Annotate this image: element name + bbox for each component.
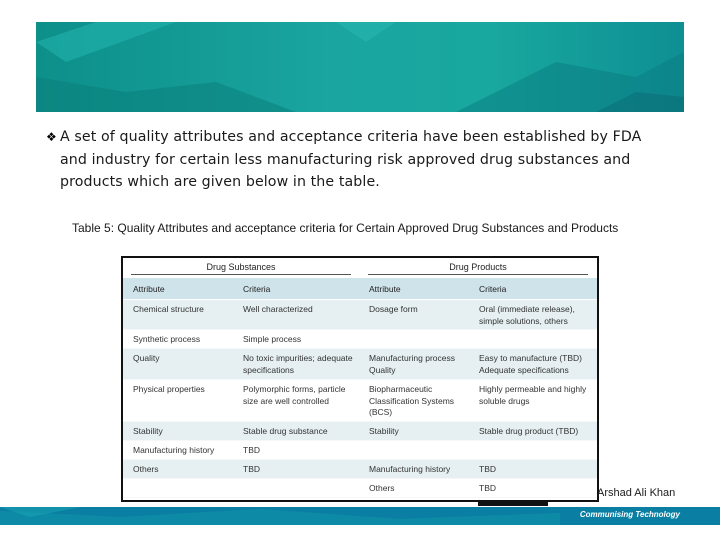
table-cell: TBD xyxy=(233,460,359,479)
table-cell: Stable drug product (TBD) xyxy=(469,422,597,441)
table-row xyxy=(123,330,597,349)
header-banner xyxy=(36,22,684,112)
table-row xyxy=(123,479,597,498)
quality-attributes-table xyxy=(121,256,599,502)
table-row xyxy=(123,349,597,380)
table-cell: Stable drug substance xyxy=(233,422,359,441)
group-header-drug-substances: Drug Substances xyxy=(123,258,359,278)
footer-bar xyxy=(0,507,720,525)
table-cell: Synthetic process xyxy=(123,330,233,349)
diamond-bullet-icon: ❖ xyxy=(46,130,57,144)
table-cell: Easy to manufacture (TBD) Adequate specifications xyxy=(469,349,597,380)
table-cell: Manufacturing process Quality xyxy=(359,349,469,380)
table-cell: Well characterized xyxy=(233,300,359,330)
table-cell: Biopharmaceutic Classification Systems (BCS) xyxy=(359,380,469,422)
table-cell: Others xyxy=(359,479,469,498)
footer-text: Communising Technology xyxy=(579,510,680,519)
author-name: Arshad Ali Khan xyxy=(597,487,676,499)
table-row xyxy=(123,441,597,460)
table-cell: Simple process xyxy=(233,330,359,349)
table-cell xyxy=(469,441,597,460)
table-cell: TBD xyxy=(469,479,597,498)
table-cell xyxy=(359,330,469,349)
table-row xyxy=(123,300,597,330)
table-cell: Quality xyxy=(123,349,233,380)
table-cell: Dosage form xyxy=(359,300,469,330)
bullet-text-1: A set of quality attributes and acceptance criteria have been established by FDA xyxy=(60,129,642,145)
table-cell: Polymorphic forms, particle size are well controlled xyxy=(233,380,359,422)
column-header: Attribute xyxy=(359,278,469,300)
table-cell xyxy=(359,441,469,460)
table-row xyxy=(123,422,597,441)
table-caption: Table 5: Quality Attributes and acceptance criteria for Certain Approved Drug Substances and Products xyxy=(72,221,619,235)
bullet-paragraph xyxy=(46,126,656,194)
table-cell: Manufacturing history xyxy=(359,460,469,479)
bullet-line-1 xyxy=(46,126,656,149)
table-cell: Others xyxy=(123,460,233,479)
table-cell xyxy=(123,479,233,498)
decorative-strip xyxy=(478,500,548,506)
table-row xyxy=(123,460,597,479)
table-cell: Chemical structure xyxy=(123,300,233,330)
table-cell: Stability xyxy=(123,422,233,441)
column-header: Criteria xyxy=(469,278,597,300)
column-header: Attribute xyxy=(123,278,233,300)
bullet-line-3: products which are given below in the table. xyxy=(60,174,380,190)
attributes-table xyxy=(123,258,597,498)
table-cell: Stability xyxy=(359,422,469,441)
column-header-row xyxy=(123,278,597,300)
table-cell: Physical properties xyxy=(123,380,233,422)
bullet-line-2: and industry for certain less manufacturing risk approved drug substances and xyxy=(60,151,631,168)
table-row xyxy=(123,380,597,422)
table-cell xyxy=(469,330,597,349)
table-cell xyxy=(233,479,359,498)
table-cell: No toxic impurities; adequate specifications xyxy=(233,349,359,380)
table-cell: Highly permeable and highly soluble drugs xyxy=(469,380,597,422)
table-cell: Oral (immediate release), simple solutions, others xyxy=(469,300,597,330)
column-header: Criteria xyxy=(233,278,359,300)
group-header-row xyxy=(123,258,597,278)
table-cell: TBD xyxy=(469,460,597,479)
table-cell: Manufacturing history xyxy=(123,441,233,460)
banner-decoration xyxy=(36,22,684,112)
group-header-drug-products: Drug Products xyxy=(359,258,597,278)
table-cell: TBD xyxy=(233,441,359,460)
